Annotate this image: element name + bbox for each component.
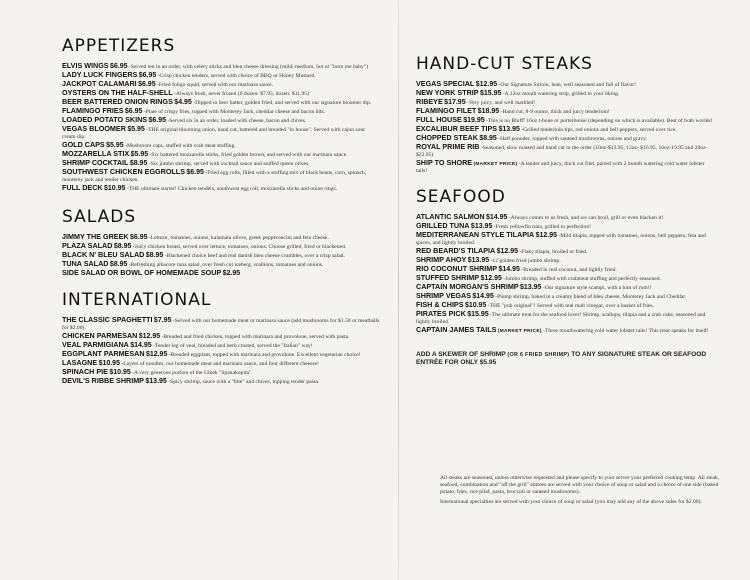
menu-item: [62, 377, 380, 386]
item-description: -A 12oz mouth watering strip, grilled to your liking.: [502, 91, 620, 97]
item-price: $12.95: [475, 81, 498, 88]
item-price: $10.95: [109, 369, 131, 376]
item-description: -Spicy shrimp, sauce with a "bite" and chives, topping tender pasta.: [168, 379, 320, 385]
item-name: RIBEYE: [416, 97, 443, 106]
item-name: CAPTAIN MORGAN'S SHRIMP: [416, 282, 519, 291]
item-description: -Mushroom caps, stuffed with crab meat stuffing.: [125, 143, 236, 149]
item-name: THE CLASSIC SPAGHETTI: [62, 315, 153, 324]
menu-item: [62, 350, 380, 359]
promo-small: (OR 6 FRIED SHRIMP): [507, 352, 570, 358]
item-description: -Half pounder, topped with sauteed mushrooms, onions and gravy.: [498, 136, 647, 142]
item-name: SPINACH PIE: [62, 367, 108, 376]
shrimp-skewer-promo: [416, 351, 716, 367]
menu-item: [62, 269, 380, 278]
item-price: $12.95: [480, 275, 502, 282]
item-name: EXCALIBUR BEEF TIPS: [416, 124, 498, 133]
menu-item: [62, 125, 380, 141]
item-description: -This is no Bluff! 16oz t-bone or porterhouse (depending on which is available). Best of both worlds!: [486, 118, 713, 124]
item-name: GOLD CAPS: [62, 140, 105, 149]
item-price: $13.95: [145, 378, 167, 385]
item-description: -Jumbo shrimp, stuffed with crabmeat stuffing and perfectly seasoned.: [503, 276, 661, 282]
international-list: [62, 316, 380, 386]
item-price: $4.95: [174, 99, 192, 106]
item-name: SOUTHWEST CHICKEN EGGROLLS: [62, 167, 185, 176]
item-description: -Fried foligo squid, served with our marinara sauce.: [157, 82, 274, 88]
item-market-price: (MARKET PRICE): [473, 162, 518, 167]
item-description: -Three mouthwatering cold water lobster tails! This treat speaks for itself!: [543, 328, 709, 334]
item-description: -Served with our homemade meat or marinara sauce (add mushrooms for $1.50 or meatballs for $2.00).: [62, 318, 380, 331]
item-description: -Our Signature Sirloin, lean, well seasoned and full of flavor!: [498, 82, 637, 88]
item-description: -Breaded eggplant, topped with marinara and provolone. Excellent vegetarian choice!: [168, 352, 361, 358]
item-description: -Fried egg rolls, filled with a stuffing mix of black beans, corn, spinach, monterey jack and tender chicken.: [62, 170, 367, 183]
item-price: $12.95: [535, 232, 558, 239]
item-description: -Flaky tilapia, broiled or fried.: [519, 249, 588, 255]
item-name: RED BEARD'S TILAPIA: [416, 246, 496, 255]
international-title: INTERNATIONAL: [62, 290, 212, 310]
item-name: ELVIS WINGS: [62, 61, 109, 70]
notes-paragraph-2: International specialties are served with your choice of soup or salad (you may add any of the above sides for $2.00).: [440, 499, 702, 505]
item-description: -Refreshing albacore tuna salad, over fresh cut iceberg, scallions, tomatoes and onions.: [128, 262, 324, 268]
item-name: SIDE SALAD OR BOWL OF HOMEMADE SOUP: [62, 268, 222, 277]
appetizers-section: [62, 36, 380, 193]
international-section: [62, 290, 380, 386]
item-description: -Lettuce, tomatoes, onions, kalamata olives, greek pepperoncini and feta cheese.: [148, 235, 329, 241]
salads-section: [62, 207, 380, 278]
page-fold: [398, 0, 399, 580]
item-description: -12 golden fried jumbo shrimp.: [490, 258, 561, 264]
item-name: STUFFED SHRIMP: [416, 273, 480, 282]
item-price: $18.95: [477, 108, 500, 115]
item-description: -Tender leg of veal, breaded and herb crusted, served the "Italian" way!: [153, 343, 313, 349]
item-description: -Very juicy, and well marbled!: [467, 100, 536, 106]
item-name: LASAGNE: [62, 358, 98, 367]
item-name: SHRIMP COCKTAIL: [62, 158, 129, 167]
item-price: $12.95: [496, 248, 519, 255]
item-price: $10.95: [104, 185, 126, 192]
item-description: -Six battered mozzarella sticks, fried golden brown, and served with our marinara sauce.: [149, 152, 348, 158]
item-name: TUNA SALAD: [62, 259, 109, 268]
item-price: $5.95: [127, 126, 145, 133]
item-price: $10.95: [98, 360, 120, 367]
steaks-title: HAND-CUT STEAKS: [416, 54, 593, 74]
item-description: -A very generous portion of the Greek "Spanakopita".: [132, 370, 253, 376]
item-name: VEGAS SPECIAL: [416, 79, 475, 88]
menu-item: [416, 89, 716, 98]
item-name: LADY LUCK FINGERS: [62, 70, 138, 79]
item-description: -THE "pub original"! Served with real malt vinegar, over a basket of fries.: [487, 303, 654, 309]
menu-item: [416, 231, 716, 247]
item-price: $6.95: [148, 117, 166, 124]
item-name: OYSTERS ON THE HALF-SHELL: [62, 88, 173, 97]
salads-list: [62, 233, 380, 278]
item-description: -Breaded and fried chicken, topped with marinara and provolone, served with pasta.: [161, 334, 350, 340]
menu-item: [62, 359, 380, 368]
item-price: $6.95: [138, 81, 156, 88]
item-name: FLAMINGO FILET: [416, 106, 477, 115]
item-description: -Always fresh, never frozen (6 dozen: $7.95, dozen: $11.95): [174, 91, 309, 97]
item-description: -Grilled tenderloin tips, red onions and bell peppers, served over rice.: [521, 127, 677, 133]
item-name: MEDITERRANEAN STYLE TILAPIA: [416, 230, 535, 239]
appetizers-title: APPETIZERS: [62, 36, 176, 56]
item-description: -THE original blooming onion, hand cut, battered and breaded "in house". Served with cajun sour cream dip.: [62, 127, 366, 140]
notes-paragraph-1: All steaks are seasoned, unless otherwise requested and please specify to your server your preferred cooking temp. All steak, seafood, combination and "off the grill" entrees are served with your choice of soup or salad and a choice of one side (baked potato, fries, rice pilaf, pasta, broccoli or sauteed mushrooms).: [440, 475, 720, 495]
item-price: $10.95: [464, 302, 487, 309]
item-description: -Blackened choice beef and real danish bleu cheese crumbles, over a crisp salad.: [164, 253, 345, 259]
item-name: DEVIL'S RIBBE SHRIMP: [62, 376, 144, 385]
item-description: -Plump shrimp, baked in a creamy blend of bleu cheese, Monterey Jack and Cheddar.: [495, 294, 687, 300]
item-name: FULL HOUSE: [416, 115, 462, 124]
menu-item: [416, 143, 716, 159]
item-description: -Served ten in an order, with celery sticks and bleu cheese dressing (mild, medium, hot or "burn me baby"): [128, 64, 368, 70]
item-name: JACKPOT CALAMARI: [62, 79, 137, 88]
item-name: EGGPLANT PARMESAN: [62, 349, 145, 358]
menu-item: [62, 316, 380, 332]
menu-notes: [440, 475, 720, 509]
item-name: SHIP TO SHORE: [416, 158, 473, 167]
item-price: $14.95: [130, 342, 152, 349]
item-price: $12.95: [145, 351, 168, 358]
item-price: $6.95: [138, 72, 157, 79]
seafood-list: [416, 213, 716, 335]
appetizers-list: [62, 62, 380, 193]
item-price: $13.95: [498, 126, 520, 133]
steaks-section: [416, 54, 716, 175]
item-description: -Breaded in real coconut, and lightly fried.: [521, 267, 617, 273]
item-price: $13.95: [467, 257, 490, 264]
item-name: CAPTAIN JAMES TAILS: [416, 325, 497, 334]
item-price: $8.95: [145, 252, 164, 259]
item-price: $7.95: [153, 317, 172, 324]
item-price: $13.95: [470, 223, 493, 230]
item-price: $14.95: [472, 293, 494, 300]
item-price: $2.95: [222, 270, 241, 277]
item-description: -Crisp chicken tenders, served with choice of BBQ or Honey Mustard.: [157, 73, 316, 79]
item-description: -The ultimate treat for the seafood lover! Shrimp, scallops, tilapia and a crab cake, seasoned and lightly broiled.: [416, 312, 706, 325]
item-description: -THE ultimate starter! Chicken tenders, southwest egg roll, mozzarella sticks and onion rings.: [126, 186, 338, 192]
item-name: SHRIMP VEGAS: [416, 291, 471, 300]
item-name: SHRIMP AHOY: [416, 255, 467, 264]
item-description: -Plate of crispy fries, topped with Monterey Jack, cheddar cheese and bacon bits.: [143, 109, 326, 115]
item-price: $14.95: [498, 266, 520, 273]
right-column: [416, 54, 716, 367]
item-name: LOADED POTATO SKINS: [62, 115, 148, 124]
item-description: -Hand cut, 8-9 ounce, thick and juicy tenderloin!: [500, 109, 610, 115]
item-price: $6.95: [129, 234, 148, 241]
menu-item: [416, 310, 716, 326]
seafood-section: [416, 187, 716, 335]
item-price: $8.95: [113, 243, 132, 250]
menu-item: [416, 326, 716, 335]
item-description: -Six jumbo shrimp, served with cocktail sauce and stuffed queen olives.: [148, 161, 310, 167]
item-price: $19.95: [463, 117, 485, 124]
item-price: $6.95: [186, 169, 204, 176]
item-description: -Our signature style scampi, with a hint of rum!!: [542, 285, 652, 291]
item-name: BEER BATTERED ONION RINGS: [62, 97, 173, 106]
item-price: $5.95: [130, 151, 149, 158]
steaks-list: [416, 80, 716, 175]
item-name: PIRATES PICK: [416, 309, 466, 318]
item-price: $12.95: [138, 333, 161, 340]
item-description: -Mild tilapia, topped with tomatoes, onions, bell peppers, feta and spices, and lightly broiled.: [416, 233, 706, 246]
item-price: $8.95: [479, 135, 497, 142]
item-description: -A tender and juicy, thick cut filet, paired with 2 mouth watering cold water lobster tails!: [416, 161, 705, 174]
seafood-title: SEAFOOD: [416, 187, 506, 207]
item-price: $15.95: [467, 311, 489, 318]
item-name: JIMMY THE GREEK: [62, 232, 129, 241]
item-price: $8.95: [109, 261, 128, 268]
item-name: GRILLED TUNA: [416, 221, 470, 230]
salads-title: SALADS: [62, 207, 137, 227]
item-price: $15.95: [479, 90, 502, 97]
item-name: VEAL PARMIGIANA: [62, 340, 129, 349]
promo-line-2: TO ANY SIGNATURE STEAK OR SEAFOOD ENTRÉE FOR ONLY $5.95: [416, 351, 707, 366]
menu-item: [62, 184, 380, 193]
promo-line-1: ADD A SKEWER OF SHRIMP: [416, 351, 506, 358]
item-name: PLAZA SALAD: [62, 241, 113, 250]
item-name: MOZZARELLA STIX: [62, 149, 130, 158]
item-name: FISH & CHIPS: [416, 300, 464, 309]
item-price: $8.95: [129, 160, 148, 167]
item-description: -Served six in an order, loaded with cheese, bacon and chives.: [167, 118, 307, 124]
menu-item: [62, 251, 380, 260]
item-description: -Layers of noodles, our homemade meat and marinara sauce, and four different cheeses!: [121, 361, 319, 367]
item-description: -Always comes to us fresh, and we can broil, grill or even blacken it!: [508, 215, 664, 221]
item-price: $14.95: [485, 214, 508, 221]
item-name: CHICKEN PARMESAN: [62, 331, 138, 340]
item-name: ATLANTIC SALMON: [416, 212, 485, 221]
item-price: $6.95: [110, 63, 128, 70]
item-name: ROYAL PRIME RIB: [416, 142, 480, 151]
item-name: BLACK N' BLEU SALAD: [62, 250, 145, 259]
item-name: RIO COCONUT SHRIMP: [416, 264, 498, 273]
item-market-price: (MARKET PRICE): [497, 329, 542, 334]
item-description: -Seasoned, slow roasted and hand cut to the order (10oz-$13.95, 12oz- $16.95, 16oz-19.95 and 20oz- $22.95).: [416, 145, 708, 158]
item-name: FLAMINGO FRIES: [62, 106, 124, 115]
item-name: VEGAS BLOOMER: [62, 124, 126, 133]
item-description: -Fresh yellowfin tuna, grilled to perfection!: [493, 224, 591, 230]
item-price: $17.95: [444, 99, 466, 106]
left-column: [62, 36, 380, 386]
item-name: NEW YORK STRIP: [416, 88, 479, 97]
item-name: FULL DECK: [62, 183, 103, 192]
item-price: $6.95: [124, 108, 143, 115]
menu-item: [416, 159, 716, 175]
menu-item: [62, 168, 380, 184]
item-name: CHOPPED STEAK: [416, 133, 478, 142]
item-description: -Juicy chicken breast, served over lettuce, tomatoes, onions. Choose grilled, fried or blackened.: [132, 244, 347, 250]
item-price: $13.95: [520, 284, 542, 291]
item-price: $5.95: [106, 142, 124, 149]
item-description: -Dipped in beer batter, golden fried, and served with our signature bloomer dip.: [193, 100, 372, 106]
